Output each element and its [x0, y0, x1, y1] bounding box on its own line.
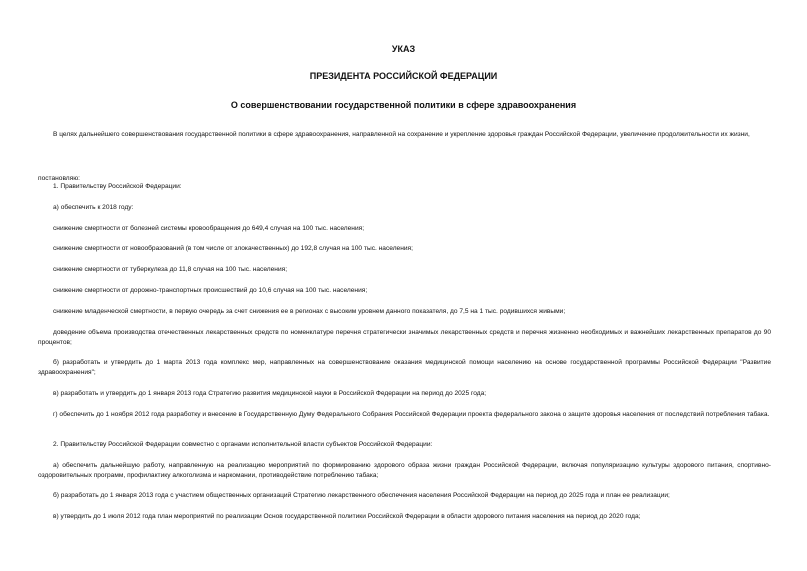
paragraph-2: 2. Правительству Российской Федерации совместно с органами исполнительной власти субъектов Российской Федерации:	[53, 441, 433, 448]
decree-title: УКАЗ	[391, 44, 416, 54]
decree-subject: О совершенствовании государственной политики в сфере здравоохранения	[230, 100, 577, 110]
intro-paragraph: В целях дальнейшего совершенствования государственной политики в сфере здравоохранения, направленной на сохранение и укрепление здоровья граждан Российской Федерации, увеличение продолжительности их жизни,	[53, 131, 750, 138]
paragraph-1a-item-2: снижение смертности от новообразований (в том числе от злокачественных) до 192,8 случая на 100 тыс. населения;	[53, 245, 413, 252]
issuer-title: ПРЕЗИДЕНТА РОССИЙСКОЙ ФЕДЕРАЦИИ	[309, 71, 498, 81]
paragraph-1b: б) разработать и утвердить до 1 марта 2013 года комплекс мер, направленных на совершенствование оказания медицинской помощи населению на основе государственной программы Российской Федерации "Развитие здравоохранения";	[38, 359, 771, 376]
paragraph-1a-item-1: снижение смертности от болезней системы кровообращения до 649,4 случая на 100 тыс. населения;	[53, 225, 365, 232]
paragraph-2v: в) утвердить до 1 июля 2012 года план мероприятий по реализации Основ государственной политики Российской Федерации в области здорового питания населения на период до 2020 года;	[53, 513, 641, 520]
postanovlyayu-line: постановляю:	[38, 175, 81, 182]
paragraph-1: 1. Правительству Российской Федерации:	[53, 183, 182, 190]
paragraph-2a: а) обеспечить дальнейшую работу, направленную на реализацию мероприятий по формированию здорового образа жизни граждан Российской Федерации, включая популяризацию культуры здорового питания, спортивно-оздоровительных программ, профилактику алкоголизма и наркомании, противодействие потреблению табака;	[38, 462, 771, 479]
paragraph-1a-item-5: снижение младенческой смертности, в первую очередь за счет снижения ее в регионах с высоким уровнем данного показателя, до 7,5 на 1 тыс. родившихся живыми;	[53, 308, 566, 315]
paragraph-1g: г) обеспечить до 1 ноября 2012 года разработку и внесение в Государственную Думу Федерального Собрания Российской Федерации проекта федерального закона о защите здоровья населения от последствий потребления табака.	[53, 411, 770, 418]
paragraph-1v: в) разработать и утвердить до 1 января 2013 года Стратегию развития медицинской науки в Российской Федерации на период до 2025 года;	[53, 390, 487, 397]
paragraph-1a: а) обеспечить к 2018 году:	[53, 204, 134, 211]
paragraph-1a-item-4: снижение смертности от дорожно-транспортных происшествий до 10,6 случая на 100 тыс. населения;	[53, 287, 368, 294]
paragraph-2b: б) разработать до 1 января 2013 года с участием общественных организаций Стратегию лекарственного обеспечения населения Российской Федерации на период до 2025 года и план ее реализации;	[53, 492, 670, 499]
paragraph-1a-item-3: снижение смертности от туберкулеза до 11,8 случая на 100 тыс. населения;	[53, 266, 288, 273]
paragraph-1a-item-6: доведение объема производства отечественных лекарственных средств по номенклатуре перечня стратегически значимых лекарственных средств и перечня жизненно необходимых и важнейших лекарственных препаратов до 90 процентов;	[38, 329, 771, 346]
